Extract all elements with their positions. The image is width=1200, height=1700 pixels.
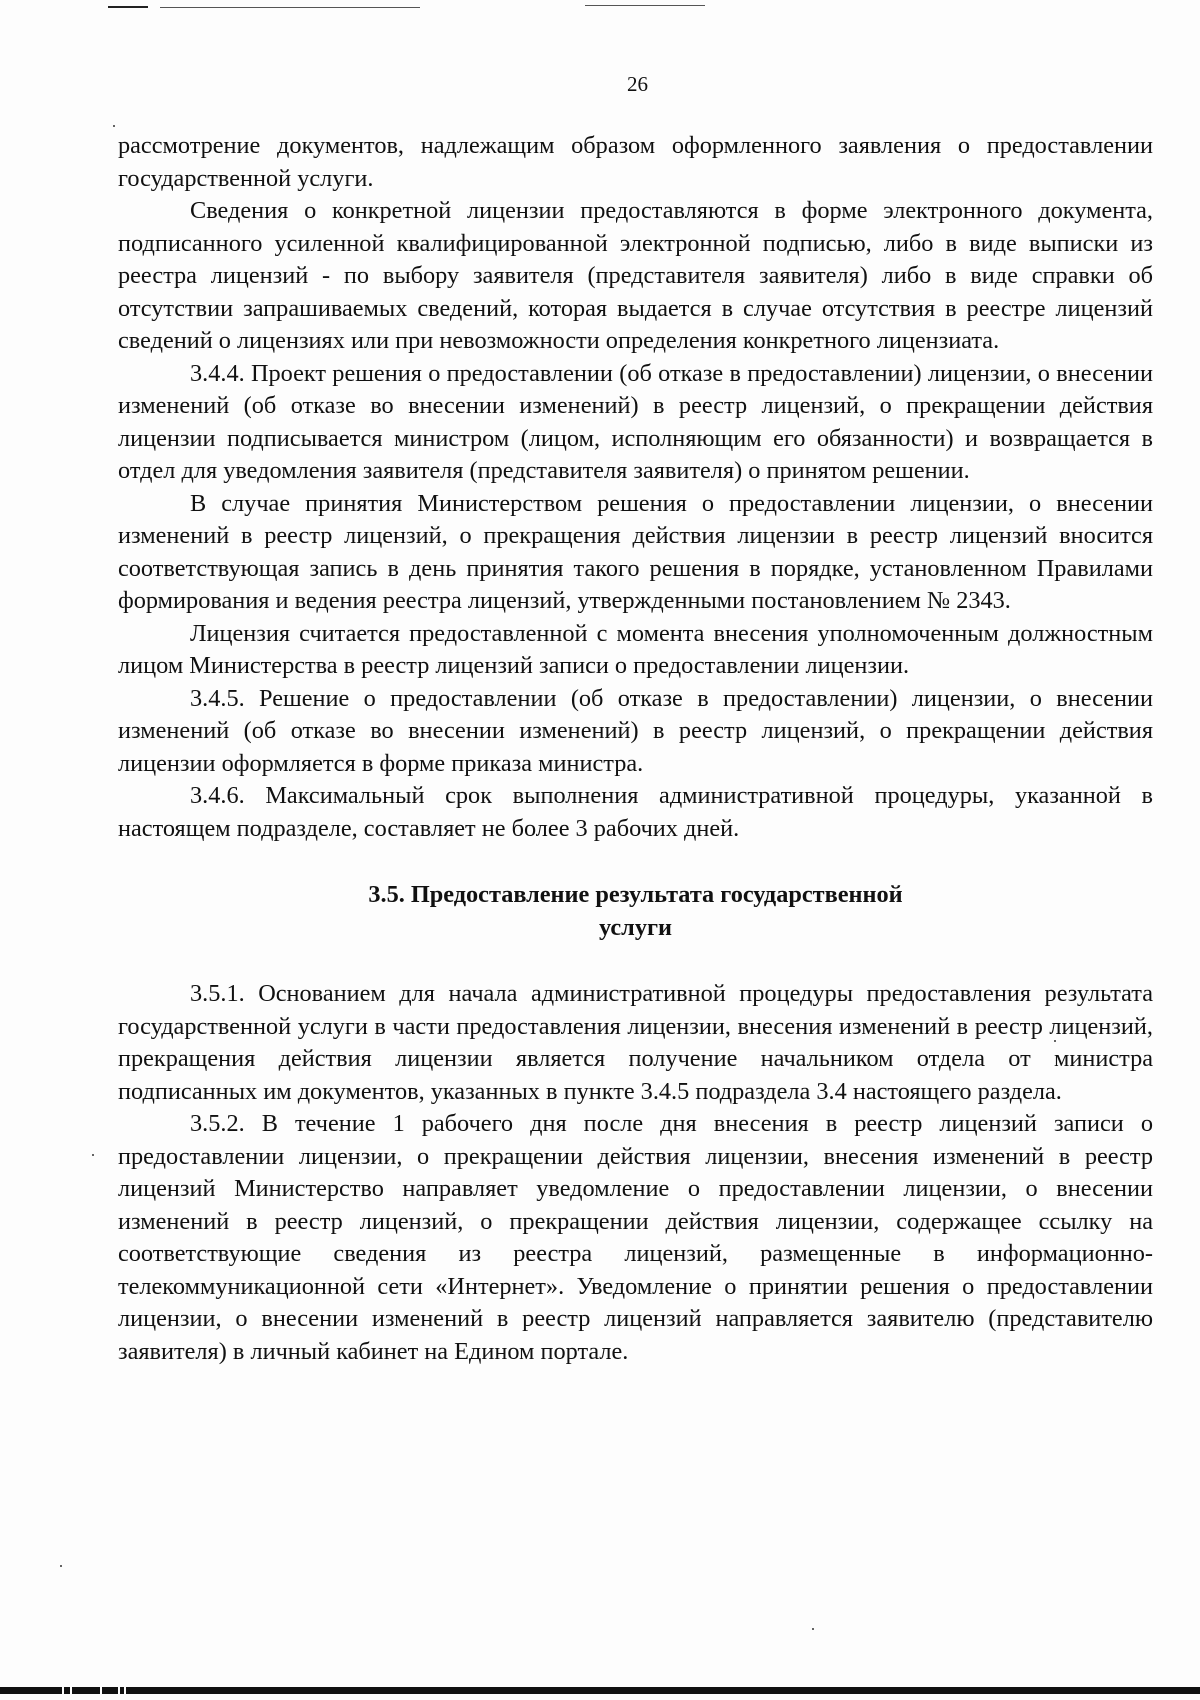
- paragraph-continuation: рассмотрение документов, надлежащим образом оформленного заявления о предоставлении государственной услуги.: [118, 132, 1153, 192]
- paragraph-license-granted: Лицензия считается предоставленной с момента внесения уполномоченным должностным лицом Министерства в реестр лицензий записи о предоставлении лицензии.: [118, 619, 1153, 679]
- section-heading-3-5: [118, 879, 1153, 944]
- scan-artifact-top-right: [585, 5, 705, 6]
- paragraph-3-5-1: 3.5.1. Основанием для начала административной процедуры предоставления результата государственной услуги в части предоставления лицензии, внесения изменений в реестр лицензий, прекращения действия лицензии является получение начальником отдела от министра подписанных им документов, указанных в пункте 3.4.5 подраздела 3.4 настоящего раздела.: [118, 980, 1153, 1105]
- scan-artifact-top-mid: [160, 7, 420, 8]
- paragraph-3-4-4: 3.4.4. Проект решения о предоставлении (об отказе в предоставлении) лицензии, о внесении изменений (об отказе во внесении изменений) в реестр лицензий, о прекращении действия лицензии подписывается министром (лицом, исполняющим его обязанности) и возвращается в отдел для уведомления заявителя (представителя заявителя) о принятом решении.: [118, 359, 1153, 484]
- paragraph-3-4-6: 3.4.6. Максимальный срок выполнения административной процедуры, указанной в настоящем подразделе, составляет не более 3 рабочих дней.: [118, 782, 1153, 842]
- scan-artifact-top-left: [108, 6, 148, 8]
- document-body: [118, 130, 1153, 1368]
- scan-speck: [812, 1628, 814, 1630]
- scan-speck: [60, 1565, 62, 1567]
- page-number: 26: [627, 72, 648, 96]
- paragraph-3-4-5: 3.4.5. Решение о предоставлении (об отказе в предоставлении) лицензии, о внесении изменений (об отказе во внесении изменений) в реестр лицензий, о прекращении действия лицензии оформляется в форме приказа министра.: [118, 684, 1153, 777]
- scan-speck: [92, 1154, 94, 1156]
- paragraph-registry-entry: В случае принятия Министерством решения о предоставлении лицензии, о внесении изменений в реестр лицензий, о прекращения действия лицензии в реестр лицензий вносится соответствующая запись в день принятия такого решения в порядке, установленном Правилами формирования и ведения реестра лицензий, утвержденными постановлением № 2343.: [118, 489, 1153, 614]
- paragraph-license-info: Сведения о конкретной лицензии предоставляются в форме электронного документа, подписанного усиленной квалифицированной электронной подписью, либо в виде выписки из реестра лицензий - по выбору заявителя (представителя заявителя) либо в виде справки об отсутствии запрашиваемых сведений, которая выдается в случае отсутствия в реестре лицензий сведений о лицензиях или при невозможности определения конкретного лицензиата.: [118, 197, 1153, 354]
- paragraph-3-5-2: 3.5.2. В течение 1 рабочего дня после дня внесения в реестр лицензий записи о предоставлении лицензии, о прекращении действия лицензии, внесения изменений в реестр лицензий Министерство направляет уведомление о предоставлении лицензии, о внесении изменений в реестр лицензий, о прекращении действия лицензии, содержащее ссылку на соответствующие сведения из реестра лицензий, размещенные в информационно-телекоммуникационной сети «Интернет». Уведомление о принятии решения о предоставлении лицензии, о внесении изменений в реестр лицензий направляется заявителю (представителю заявителя) в личный кабинет на Едином портале.: [118, 1110, 1153, 1365]
- section-heading-line-1: 3.5. Предоставление результата государственной: [368, 881, 903, 908]
- scan-artifact-bottom-bar: [0, 1687, 1200, 1694]
- section-heading-line-2: услуги: [599, 913, 672, 941]
- scan-speck: [113, 125, 115, 127]
